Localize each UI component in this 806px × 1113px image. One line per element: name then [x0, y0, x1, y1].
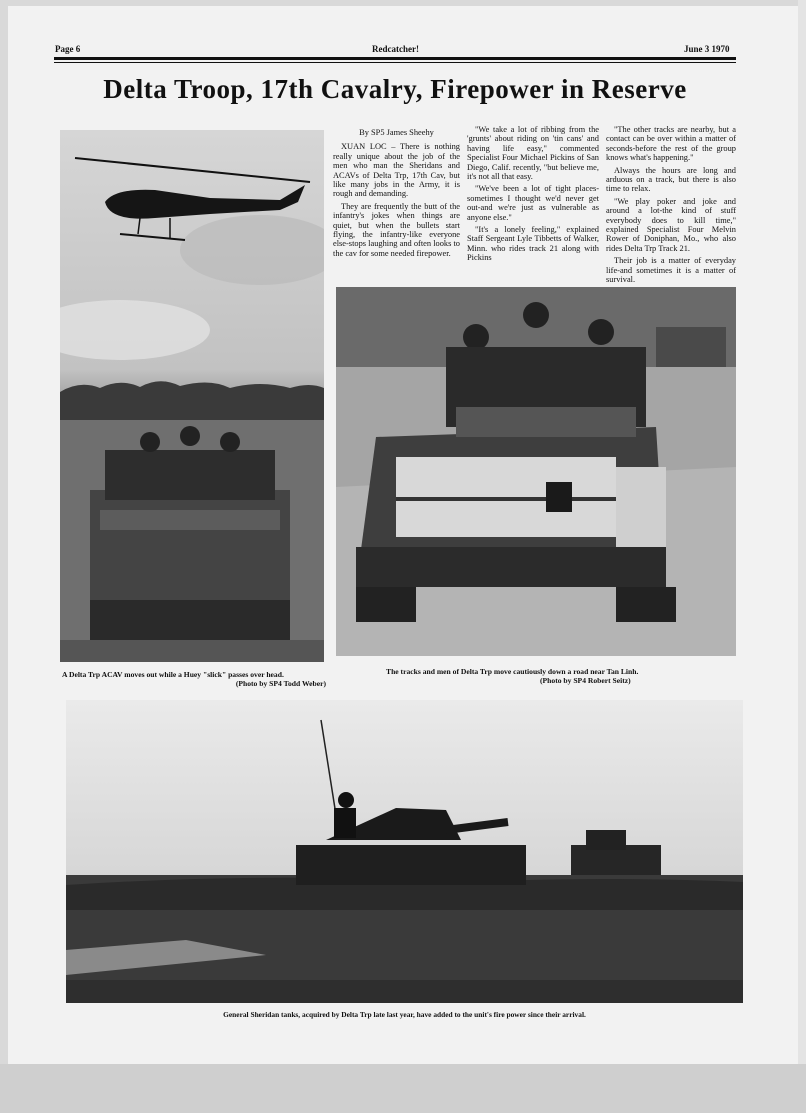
scan-bottom-shadow: [0, 1064, 806, 1113]
article-paragraph: "It's a lonely feeling," explained Staff Sergeant Lyle Tibbetts of Walker, Minn. who rides track 21 along with Pickins: [467, 225, 599, 263]
photo-acav-huey-image: [60, 130, 324, 662]
header-rule-thin: [54, 62, 736, 63]
byline: By SP5 James Sheehy: [359, 128, 434, 137]
headline: Delta Troop, 17th Cavalry, Firepower in Reserve: [103, 74, 687, 104]
issue-date: June 3 1970: [684, 44, 730, 54]
paper-name: Redcatcher!: [372, 44, 419, 54]
caption-photo-1: [62, 670, 326, 688]
header-rule: [54, 57, 736, 60]
article-paragraph: They are frequently the butt of the infantry's jokes when things are quiet, but when the bullets start flying, the infantry-like everyone else-stops laughing and often looks to the cav for some needed firepower.: [333, 201, 460, 258]
caption-photo-1-credit: (Photo by SP4 Todd Weber): [235, 679, 326, 688]
caption-photo-3: General Sheridan tanks, acquired by Delta Trp late last year, have added to the unit's fire power since their arrival.: [223, 1010, 586, 1019]
article-column-3: [606, 125, 736, 288]
article-paragraph: "The other tracks are nearby, but a contact can be over within a matter of seconds-before the rest of the group knows what's happening.": [606, 125, 736, 163]
scan-right-edge: [798, 0, 806, 1113]
article-paragraph: Their job is a matter of everyday life-and sometimes it is a matter of survival.: [606, 256, 736, 285]
photo-acav-huey: [60, 130, 324, 662]
page-label: Page 6: [55, 44, 81, 54]
article-paragraph: Always the hours are long and arduous on a track, but there is also time to relax.: [606, 165, 736, 194]
caption-photo-2-text: The tracks and men of Delta Trp move cautiously down a road near Tan Linh.: [386, 667, 639, 676]
caption-photo-2: [386, 667, 736, 685]
article-paragraph: XUAN LOC – There is nothing really unique about the job of the men who man the Sheridans and ACAVs of Delta Trp, 17th Cav, but like many jobs in the Army, it is rough and demanding.: [333, 142, 460, 199]
article-paragraph: "We've been a lot of tight places-sometimes I thought we'd never get out-and we're just as vulnerable as anyone else.": [467, 184, 599, 222]
article-column-2: [467, 125, 599, 266]
photo-tracks-road: [336, 287, 736, 656]
photo-tracks-road-image: [336, 287, 736, 656]
article-paragraph: "We take a lot of ribbing from the 'grunts' about riding on 'tin cans' and having life easy," commented Specialist Four Michael Pickins of San Diego, Calif. recently, "but believe me, it's not all that easy.: [467, 125, 599, 182]
article-column-1: [333, 128, 460, 261]
article-paragraph: "We play poker and joke and around a lot-the kind of stuff everybody does to kill time," explained Specialist Four Melvin Rower of Doniphan, Mo., who also rides Delta Trp Track 21.: [606, 196, 736, 253]
photo-sheridan-tanks-image: [66, 700, 743, 1003]
caption-photo-1-text: A Delta Trp ACAV moves out while a Huey "slick" passes over head.: [62, 670, 284, 679]
caption-photo-2-credit: (Photo by SP4 Robert Seitz): [540, 676, 631, 685]
photo-sheridan-tanks: [66, 700, 743, 1003]
